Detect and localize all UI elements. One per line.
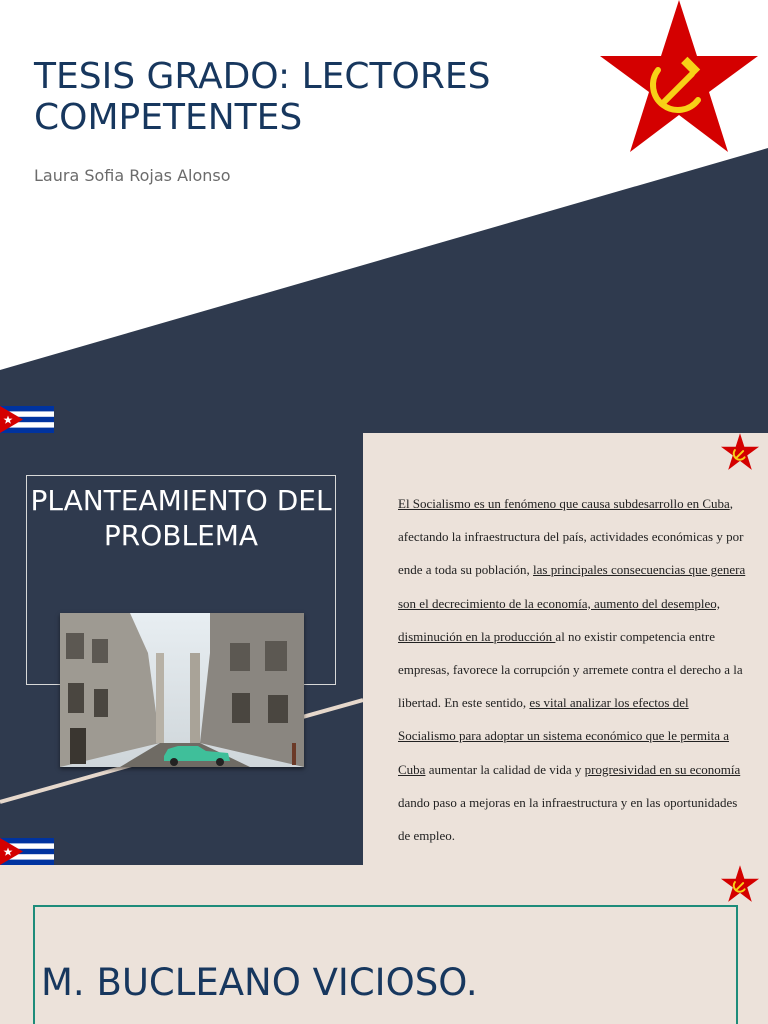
problem-text-panel [363,433,768,865]
slide-title: TESIS GRADO: LECTORES COMPETENTES [34,56,491,138]
paragraph-segment: , afectando la infraestructura del país, actividades económicas y por ende a toda su población, [398,496,744,578]
title-slide [0,0,768,370]
paragraph-segment: dando paso a mejoras en la infraestructura y en las oportunidades de empleo. [398,794,738,844]
cuba-flag-icon [0,838,54,865]
cycle-slide [0,865,768,1024]
problem-slide [0,370,768,865]
paragraph-segment: El Socialismo es un fenómeno que causa subdesarrollo en Cuba [398,496,730,511]
hammer-sickle-star-icon [596,0,762,156]
paragraph-segment: las principales consecuencias que genera son el decrecimiento de la economía, aumento del desempleo, disminución en la producción [398,562,746,644]
hammer-sickle-star-icon [720,433,760,471]
hammer-sickle-star-icon [720,865,760,903]
paragraph-segment: progresividad en su economía [584,761,741,777]
havana-street-photo [60,613,304,767]
problem-paragraph [398,487,746,852]
paragraph-segment: aumentar la calidad de vida y [425,761,585,777]
problem-heading: PLANTEAMIENTO DEL PROBLEMA [30,484,332,552]
cuba-flag-icon [0,406,54,433]
author-name: Laura Sofia Rojas Alonso [34,166,231,185]
paragraph-segment: al no existir competencia entre empresas, favorece la corrupción y arremete contra el derecho a la libertad. En este sentido, [398,628,743,711]
paragraph-segment: es vital analizar los efectos del Socialismo para adoptar un sistema económico que le permita a Cuba [398,695,730,777]
cycle-title: M. BUCLEANO VICIOSO. [41,961,478,1004]
